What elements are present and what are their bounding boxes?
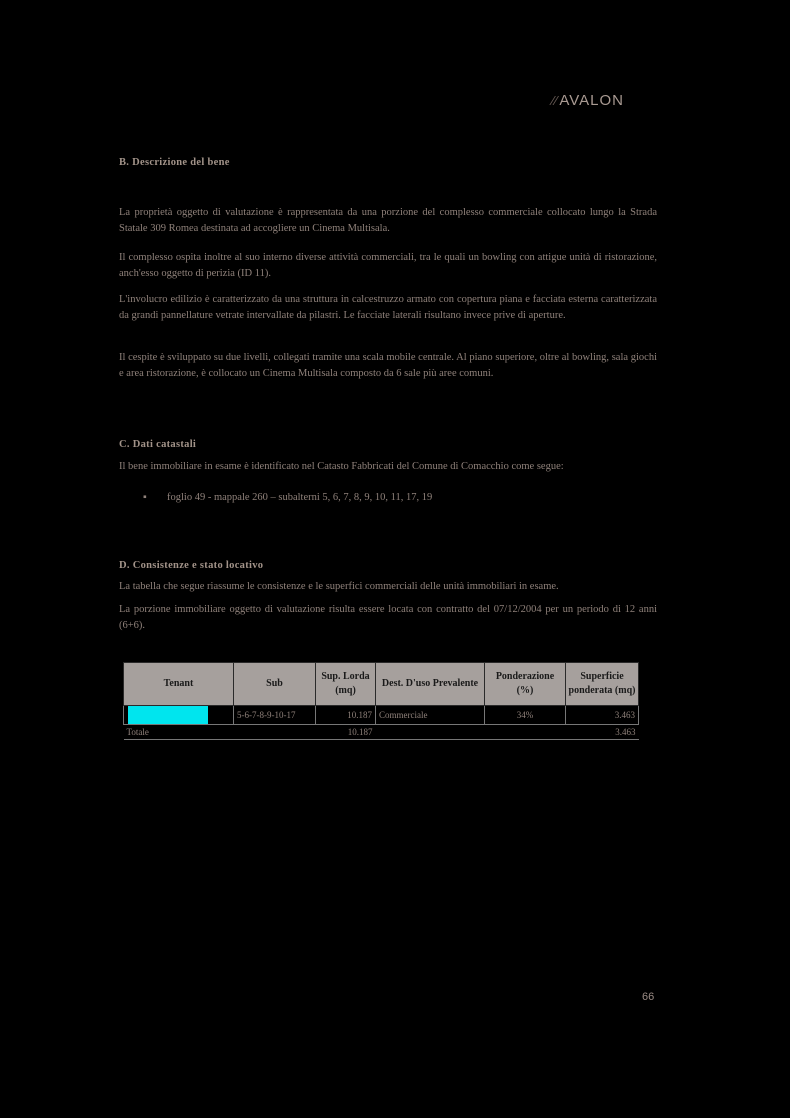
cell-sup-lorda: 10.187 [316, 706, 376, 725]
logo-text: AVALON [559, 92, 624, 109]
cadastral-list-item [143, 492, 432, 503]
total-sup-lorda: 10.187 [316, 725, 376, 740]
cell-ponderazione: 34% [485, 706, 566, 725]
company-logo [552, 92, 624, 109]
header-sup-ponderata: Superficie ponderata (mq) [566, 663, 639, 706]
consistency-table [123, 662, 639, 740]
header-sup-lorda: Sup. Lorda (mq) [316, 663, 376, 706]
section-b-paragraph-4: Il cespite è sviluppato su due livelli, collegati tramite una scala mobile centrale. Al piano superiore, oltre al bowling, sala giochi e area ristorazione, è collocato un Cinema Multisala composto da 6 sale più aree comuni. [119, 352, 657, 379]
section-b-paragraph-1: La proprietà oggetto di valutazione è rappresentata da una porzione del complesso commerciale collocato lungo la Strada Statale 309 Romea destinata ad accogliere un Cinema Multisala. [119, 207, 657, 234]
header-ponderazione: Ponderazione (%) [485, 663, 566, 706]
header-sub: Sub [234, 663, 316, 706]
section-c-intro: Il bene immobiliare in esame è identificato nel Catasto Fabbricati del Comune di Comacchio come segue: [119, 461, 564, 472]
cell-tenant [124, 706, 234, 725]
cell-sup-ponderata: 3.463 [566, 706, 639, 725]
logo-mark-icon: ⁄⁄ [552, 93, 559, 108]
section-d-paragraph-2: La porzione immobiliare oggetto di valutazione risulta essere locata con contratto del 07/12/2004 per un periodo di 12 anni (6+6). [119, 604, 657, 631]
cell-dest-uso: Commerciale [376, 706, 485, 725]
total-sup-ponderata: 3.463 [566, 725, 639, 740]
header-dest-uso: Dest. D'uso Prevalente [376, 663, 485, 706]
header-tenant: Tenant [124, 663, 234, 706]
total-label: Totale [124, 725, 234, 740]
section-b-title: B. Descrizione del bene [119, 157, 230, 168]
section-b-paragraph-2: Il complesso ospita inoltre al suo interno diverse attività commerciali, tra le quali un bowling con attigue unità di ristorazione, anch'esso oggetto di perizia (ID 11). [119, 252, 657, 279]
cadastral-reference: foglio 49 - mappale 260 – subalterni 5, 6, 7, 8, 9, 10, 11, 17, 19 [167, 492, 433, 503]
redaction-block [128, 706, 208, 724]
section-b-paragraph-3: L'involucro edilizio è caratterizzato da una struttura in calcestruzzo armato con copertura piana e facciata esterna caratterizzata da grandi pannellature vetrate intervallate da pilastri. Le facciate laterali risultano invece prive di aperture. [119, 294, 657, 321]
page-number: 66 [642, 991, 655, 1003]
table-total-row [124, 725, 639, 740]
table-header-row [124, 663, 639, 706]
section-d-title: D. Consistenze e stato locativo [119, 560, 264, 571]
section-d-paragraph-1: La tabella che segue riassume le consistenze e le superfici commerciali delle unità immobiliari in esame. [119, 581, 559, 592]
section-c-title: C. Dati catastali [119, 439, 197, 450]
bullet-icon: ▪ [143, 492, 147, 503]
table-row [124, 706, 639, 725]
cell-sub: 5-6-7-8-9-10-17 [234, 706, 316, 725]
